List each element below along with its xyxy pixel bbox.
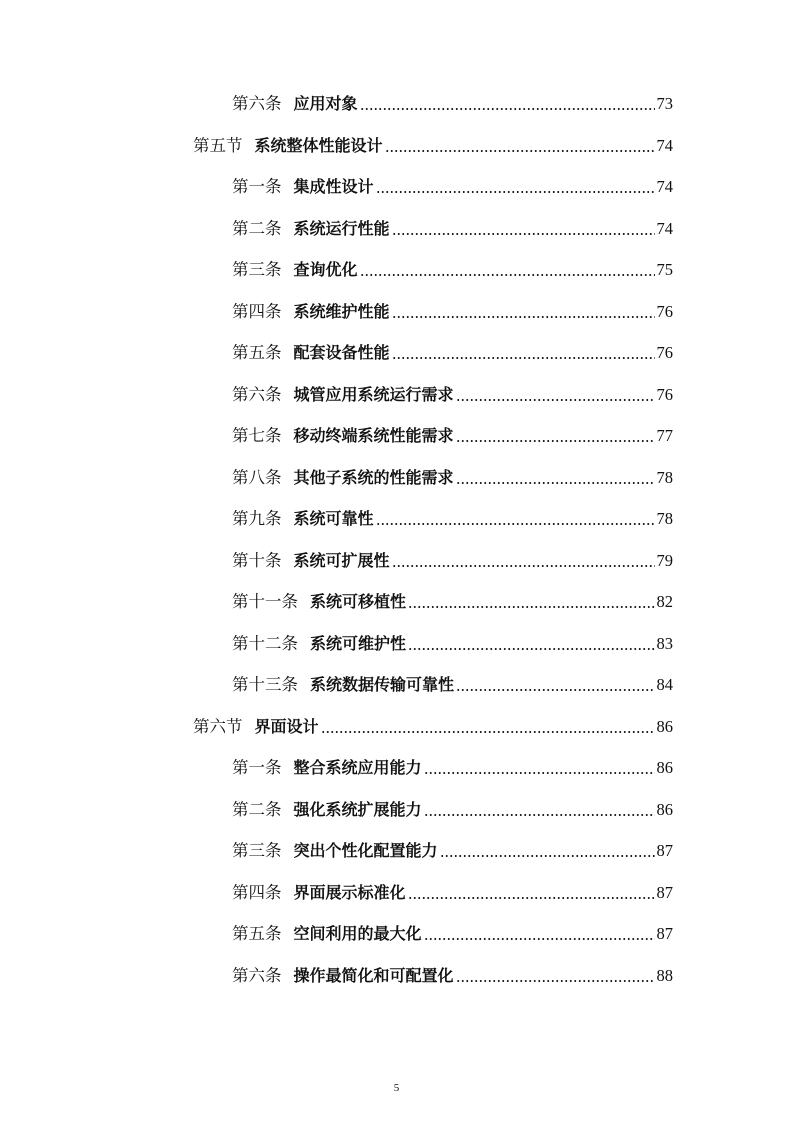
dot-leader <box>360 274 655 276</box>
entry-number: 第一条 <box>232 758 282 777</box>
entry-page: 88 <box>656 965 673 985</box>
page-number: 5 <box>393 1082 400 1094</box>
dot-leader <box>385 150 655 152</box>
entry-title: 空间利用的最大化 <box>293 924 422 943</box>
entry-title: 界面设计 <box>254 716 319 736</box>
dot-leader <box>408 648 654 650</box>
toc-entry[interactable] <box>232 960 673 986</box>
dot-leader <box>408 897 655 899</box>
dot-leader <box>456 689 654 691</box>
entry-number: 第三条 <box>232 260 282 279</box>
toc-entry[interactable] <box>232 337 673 363</box>
toc-entry[interactable] <box>232 171 673 197</box>
entry-page: 84 <box>656 675 673 694</box>
toc-entry[interactable] <box>232 88 673 114</box>
entry-number: 第六条 <box>232 384 282 404</box>
entry-title: 系统运行性能 <box>293 218 390 238</box>
entry-title: 系统整体性能设计 <box>254 135 383 155</box>
entry-page: 78 <box>656 509 673 528</box>
entry-number: 第三条 <box>232 841 282 860</box>
entry-page: 86 <box>656 758 673 777</box>
entry-title: 系统可移植性 <box>310 592 407 611</box>
dot-leader <box>456 440 655 442</box>
toc-entry[interactable] <box>232 503 673 529</box>
dot-leader <box>424 814 655 816</box>
dot-leader <box>376 523 655 525</box>
dot-leader <box>424 772 655 774</box>
entry-page: 73 <box>656 94 673 113</box>
toc-entry[interactable] <box>232 296 673 322</box>
toc-entry[interactable] <box>193 711 673 737</box>
entry-title: 应用对象 <box>293 94 358 113</box>
toc-entry[interactable] <box>232 420 673 446</box>
entry-number: 第十二条 <box>232 633 298 653</box>
toc-entry[interactable] <box>232 752 673 778</box>
entry-number: 第八条 <box>232 467 282 487</box>
dot-leader <box>440 855 655 857</box>
toc-entry[interactable] <box>232 586 673 612</box>
entry-number: 第十三条 <box>232 675 298 694</box>
entry-page: 74 <box>656 218 673 238</box>
toc-entry[interactable] <box>232 379 673 405</box>
dot-leader <box>456 399 655 401</box>
entry-title: 系统可靠性 <box>293 509 374 528</box>
toc-entry[interactable] <box>232 462 673 488</box>
entry-page: 77 <box>656 426 673 445</box>
entry-number: 第一条 <box>232 177 282 196</box>
toc-entry[interactable] <box>232 794 673 820</box>
toc-entry[interactable] <box>232 254 673 280</box>
entry-number: 第四条 <box>232 301 282 321</box>
dot-leader <box>392 233 655 235</box>
entry-page: 79 <box>656 550 673 570</box>
entry-page: 78 <box>656 467 673 487</box>
entry-number: 第五条 <box>232 924 282 943</box>
entry-number: 第十条 <box>232 550 282 570</box>
entry-number: 第七条 <box>232 426 282 445</box>
entry-page: 82 <box>656 592 673 611</box>
entry-title: 配套设备性能 <box>293 343 390 362</box>
entry-number: 第四条 <box>232 882 282 902</box>
toc-entry[interactable] <box>232 835 673 861</box>
entry-page: 86 <box>656 799 673 819</box>
entry-title: 界面展示标准化 <box>293 882 406 902</box>
toc-entry[interactable] <box>232 628 673 654</box>
entry-title: 突出个性化配置能力 <box>293 841 438 860</box>
entry-page: 75 <box>656 260 673 279</box>
toc-entry[interactable] <box>232 918 673 944</box>
entry-number: 第五节 <box>193 135 243 155</box>
entry-title: 强化系统扩展能力 <box>293 799 422 819</box>
entry-title: 整合系统应用能力 <box>293 758 422 777</box>
toc-entry[interactable] <box>232 545 673 571</box>
entry-number: 第二条 <box>232 218 282 238</box>
dot-leader <box>424 938 655 940</box>
entry-page: 86 <box>656 716 673 736</box>
dot-leader <box>392 316 655 318</box>
entry-page: 76 <box>656 343 673 362</box>
entry-page: 76 <box>656 301 673 321</box>
dot-leader <box>392 565 655 567</box>
toc-entry[interactable] <box>232 877 673 903</box>
dot-leader <box>376 191 655 193</box>
dot-leader <box>456 482 655 484</box>
entry-page: 83 <box>656 633 673 653</box>
entry-number: 第六节 <box>193 716 243 736</box>
dot-leader <box>456 980 655 982</box>
entry-title: 系统可维护性 <box>310 633 407 653</box>
entry-page: 87 <box>656 841 673 860</box>
entry-title: 操作最简化和可配置化 <box>293 965 454 985</box>
entry-number: 第十一条 <box>232 592 298 611</box>
toc-entry[interactable] <box>193 130 673 156</box>
entry-page: 76 <box>656 384 673 404</box>
entry-title: 移动终端系统性能需求 <box>293 426 454 445</box>
entry-title: 系统数据传输可靠性 <box>310 675 455 694</box>
dot-leader <box>392 357 655 359</box>
entry-page: 87 <box>656 924 673 943</box>
entry-page: 87 <box>656 882 673 902</box>
dot-leader <box>408 606 654 608</box>
dot-leader <box>360 108 655 110</box>
entry-title: 城管应用系统运行需求 <box>293 384 454 404</box>
entry-title: 系统可扩展性 <box>293 550 390 570</box>
entry-title: 查询优化 <box>293 260 358 279</box>
entry-title: 系统维护性能 <box>293 301 390 321</box>
entry-number: 第二条 <box>232 799 282 819</box>
entry-page: 74 <box>656 177 673 196</box>
entry-title: 集成性设计 <box>293 177 374 196</box>
toc-entry[interactable] <box>232 669 673 695</box>
entry-number: 第九条 <box>232 509 282 528</box>
entry-number: 第六条 <box>232 965 282 985</box>
dot-leader <box>321 731 655 733</box>
entry-number: 第六条 <box>232 94 282 113</box>
entry-number: 第五条 <box>232 343 282 362</box>
entry-title: 其他子系统的性能需求 <box>293 467 454 487</box>
entry-page: 74 <box>656 135 673 155</box>
toc-entry[interactable] <box>232 213 673 239</box>
